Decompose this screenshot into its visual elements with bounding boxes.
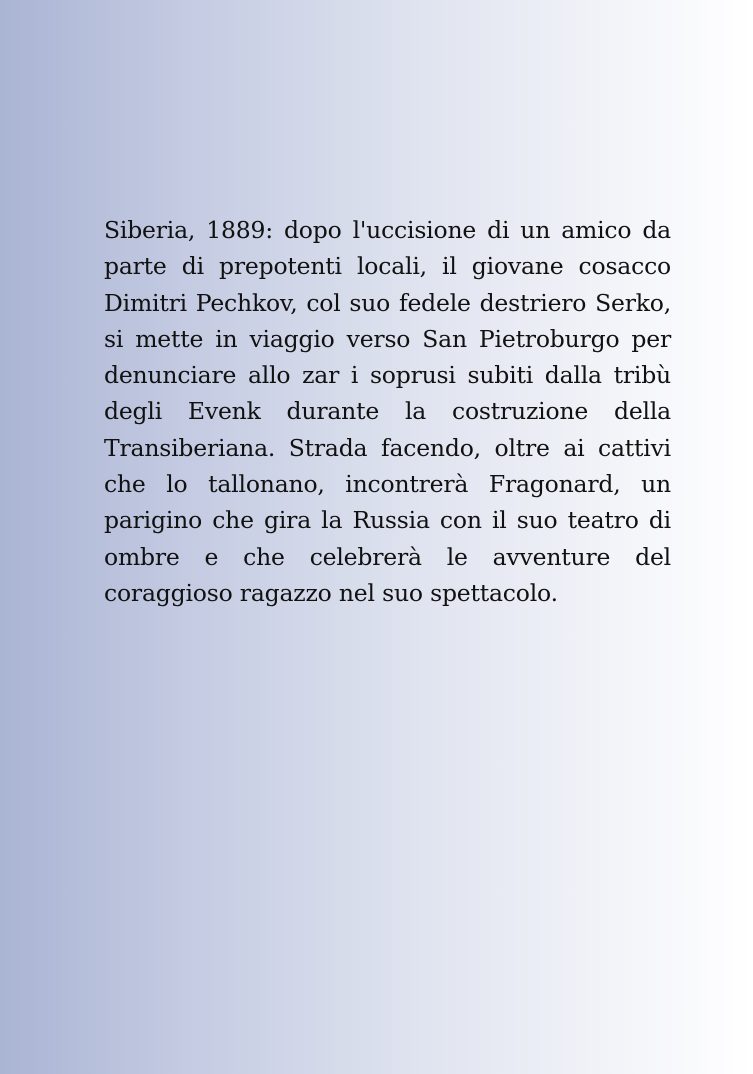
synopsis-text: Siberia, 1889: dopo l'uccisione di un amico da parte di prepotenti locali, il giovane cosacco Dimitri Pechkov, col suo fedele destriero Serko, si mette in viaggio verso San Pietroburgo per denunciare allo zar i soprusi subiti dalla tribù degli Evenk durante la costruzione della Transiberiana. Strada facendo, oltre ai cattivi che lo tallonano, incontrerà Fragonard, un parigino che gira la Russia con il suo teatro di ombre e che celebrerà le avventure del coraggioso ragazzo nel suo spettacolo. bbox=[104, 216, 671, 607]
